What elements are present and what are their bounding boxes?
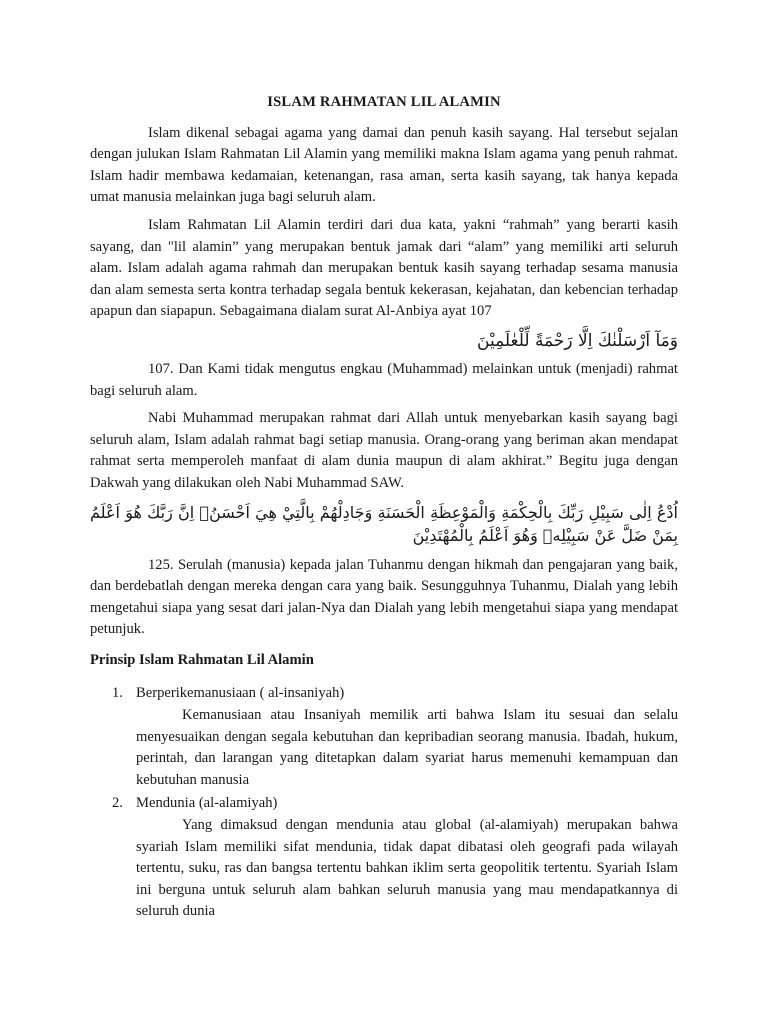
prophet-paragraph: Nabi Muhammad merupakan rahmat dari Allah untuk menyebarkan kasih sayang bagi seluruh alam, Islam adalah rahmat bagi setiap manusia. Orang-orang yang beriman akan mendapat rahmat serta memperoleh manfaat di alam dunia maupun di alam akhirat.” Begitu juga dengan Dakwah yang dilakukan oleh Nabi Muhammad SAW.	[90, 410, 678, 491]
arabic-verse-al-anbiya: وَمَآ اَرْسَلْنٰكَ اِلَّا رَحْمَةً لِّلْعٰلَمِيْنَ	[477, 330, 678, 351]
list-item	[90, 683, 678, 791]
document-page	[90, 82, 678, 925]
list-item-body: Kemanusiaan atau Insaniyah memilik arti bahwa Islam itu sesuai dan selalu menyesuaikan dengan segala kebutuhan dan kepribadian seorang manusia. Ibadah, hukum, perintah, dan larangan yang ditetapkan dalam syariat harus memenuhi kemampuan dan kebutuhan manusia	[136, 707, 678, 788]
verse-translation-125: 125. Serulah (manusia) kepada jalan Tuhanmu dengan hikmah dan pengajaran yang baik, dan berdebatlah dengan mereka dengan cara yang baik. Sesungguhnya Tuhanmu, Dialah yang lebih mengetahui siapa yang sesat dari jalan-Nya dan Dialah yang lebih mengetahui siapa yang mendapat petunjuk.	[90, 556, 678, 638]
list-item-title: Mendunia (al-alamiyah)	[136, 795, 278, 812]
arabic-verse-an-nahl: اُدْعُ اِلٰى سَبِيْلِ رَبِّكَ بِالْحِكْمَةِ وَالْمَوْعِظَةِ الْحَسَنَةِ وَجَادِلْهُمْ بِالَّتِيْ هِيَ اَحْسَنُۗ اِنَّ رَبَّكَ هُوَ اَعْلَمُ بِمَنْ ضَلَّ عَنْ سَبِيْلِهٖ وَهُوَ اَعْلَمُ بِالْمُهْتَدِيْنَ	[90, 502, 678, 545]
definition-paragraph: Islam Rahmatan Lil Alamin terdiri dari dua kata, yakni “rahmah” yang berarti kasih sayang, dan "lil alamin” yang merupakan bentuk jamak dari “alam” yang memiliki arti seluruh alam. Islam adalah agama rahmah dan merupakan bentuk kasih sayang terhadap sesama manusia dan alam semesta serta kontra terhadap segala bentuk kekerasan, kejahatan, dan kebencian terhadap apapun dan siapapun. Sebagaimana dialam surat Al-Anbiya ayat 107	[90, 216, 678, 320]
document-title: ISLAM RAHMATAN LIL ALAMIN	[267, 94, 501, 110]
verse-translation-107: 107. Dan Kami tidak mengutus engkau (Muhammad) melainkan untuk (menjadi) rahmat bagi seluruh alam.	[90, 360, 678, 399]
principles-list	[90, 683, 678, 923]
list-number: 2.	[112, 795, 123, 812]
intro-paragraph: Islam dikenal sebagai agama yang damai dan penuh kasih sayang. Hal tersebut sejalan dengan julukan Islam Rahmatan Lil Alamin yang memiliki makna Islam agama yang penuh rahmat. Islam hadir membawa kedamaian, ketenangan, rasa aman, serta kasih sayang, tak hanya kepada umat manusia melainkan juga bagi seluruh alam.	[90, 124, 678, 206]
section-title: Prinsip Islam Rahmatan Lil Alamin	[90, 651, 314, 668]
list-item	[90, 793, 678, 923]
list-item-title: Berperikemanusiaan ( al-insaniyah)	[136, 685, 345, 702]
list-item-body: Yang dimaksud dengan mendunia atau global (al-alamiyah) merupakan bahwa syariah Islam memiliki sifat mendunia, tidak dapat dibatasi oleh geografi pada wilayah tertentu, suku, ras dan bangsa tertentu bahkan iklim serta geopolitik tertentu. Syariah Islam ini berguna untuk seluruh alam bahkan seluruh manusia yang mau mendapatkannya di seluruh dunia	[136, 817, 678, 920]
list-number: 1.	[112, 685, 123, 702]
